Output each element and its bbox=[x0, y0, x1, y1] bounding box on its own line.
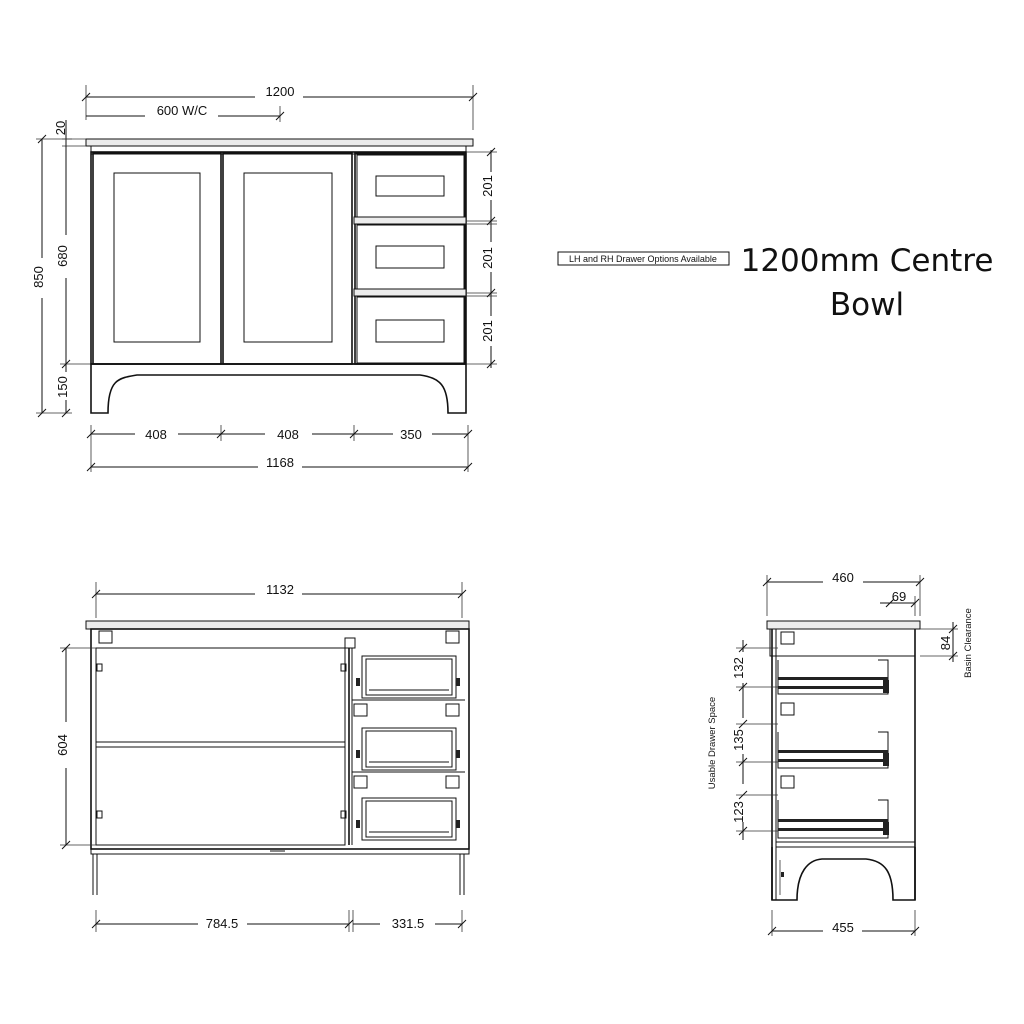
drawer-bank-width-value: 331.5 bbox=[391, 916, 425, 931]
overall-width-value: 1200 bbox=[265, 84, 295, 99]
depth-value: 460 bbox=[832, 570, 854, 585]
dim-top-offset bbox=[880, 589, 919, 616]
dim-top-thickness bbox=[53, 120, 86, 155]
door-left bbox=[93, 153, 221, 364]
door-left-width: 408 bbox=[145, 427, 167, 442]
side-benchtop bbox=[767, 621, 920, 629]
inner-height-value: 604 bbox=[55, 734, 70, 756]
usable-3-value: 123 bbox=[731, 801, 746, 823]
dim-base-depth bbox=[768, 910, 919, 936]
total-height-value: 850 bbox=[31, 266, 46, 288]
side-section bbox=[707, 570, 974, 936]
plinth-height-value: 150 bbox=[55, 376, 70, 398]
drawer-width: 350 bbox=[400, 427, 422, 442]
inner-width-value: 1132 bbox=[266, 582, 294, 597]
dim-drawers bbox=[466, 148, 497, 368]
dim-plinth-height bbox=[55, 364, 70, 417]
wc-value: 600 W/C bbox=[156, 103, 208, 118]
door-right bbox=[223, 153, 352, 364]
basin-clearance-value: 84 bbox=[938, 635, 953, 651]
title-block bbox=[741, 243, 994, 323]
drawer-2-height: 201 bbox=[480, 247, 495, 269]
top-offset-value: 69 bbox=[891, 589, 907, 604]
drawer-options-note bbox=[558, 252, 729, 265]
usable-2-value: 135 bbox=[731, 729, 746, 751]
corner-brackets bbox=[99, 631, 459, 788]
carcass-height-value: 680 bbox=[55, 245, 70, 267]
dim-inner-width bbox=[92, 582, 466, 618]
door-right-width: 408 bbox=[277, 427, 299, 442]
top-thickness-value: 20 bbox=[53, 120, 68, 136]
benchtop bbox=[86, 139, 473, 146]
front-elevation bbox=[31, 84, 497, 472]
interior-benchtop bbox=[86, 621, 469, 629]
drawer-1-height: 201 bbox=[480, 175, 495, 197]
usable-1-value: 132 bbox=[731, 657, 746, 679]
interior-elevation bbox=[55, 582, 469, 932]
carcass bbox=[91, 152, 466, 364]
dim-inner-split bbox=[92, 910, 466, 932]
drawer-options-label: LH and RH Drawer Options Available bbox=[569, 254, 717, 264]
base-depth-value: 455 bbox=[832, 920, 854, 935]
usable-drawer-space-label: Usable Drawer Space bbox=[707, 696, 718, 790]
dim-carcass-height bbox=[55, 146, 90, 368]
interior-drawers bbox=[352, 656, 465, 840]
dim-inner-height bbox=[55, 644, 96, 849]
dim-usable-drawer-space bbox=[707, 640, 778, 840]
dim-overall-width bbox=[82, 84, 477, 130]
side-plinth bbox=[772, 847, 915, 900]
cupboard-width-value: 784.5 bbox=[205, 916, 239, 931]
drawer-bank-front bbox=[354, 153, 466, 364]
title-line-1: 1200mm Centre bbox=[740, 243, 994, 279]
body-width-value: 1168 bbox=[266, 455, 294, 470]
drawer-3-height: 201 bbox=[480, 320, 495, 342]
dim-wc bbox=[86, 103, 284, 122]
dim-body-width bbox=[87, 455, 472, 471]
plinth bbox=[91, 364, 466, 413]
dim-basin-clearance bbox=[920, 608, 974, 678]
basin-clearance-label: Basin Clearance bbox=[963, 608, 974, 678]
side-drawers bbox=[778, 660, 889, 838]
title-line-2: Bowl bbox=[829, 287, 905, 323]
